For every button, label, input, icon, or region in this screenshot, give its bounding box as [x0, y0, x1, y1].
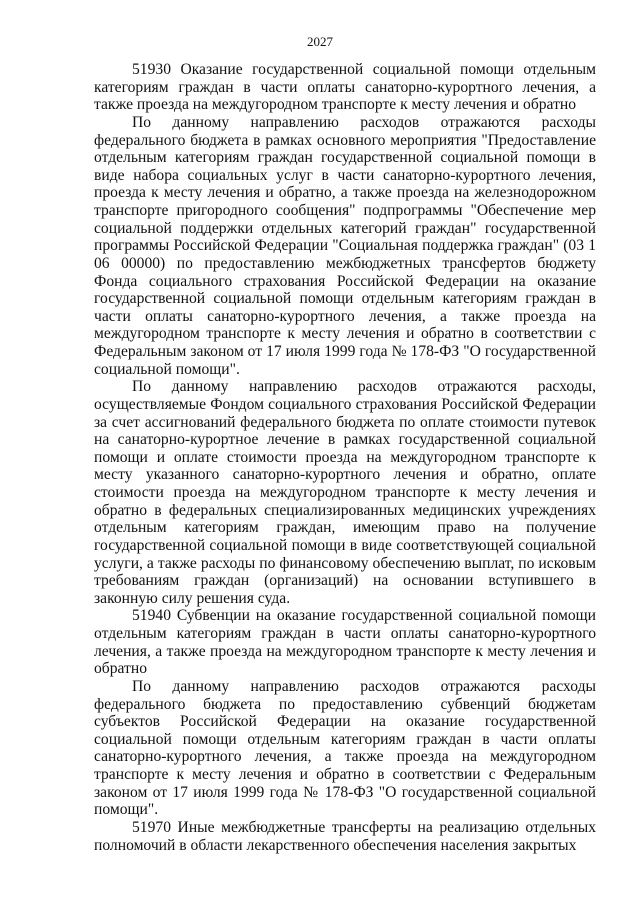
paragraph-51940-heading: 51940 Субвенции на оказание государственной социальной помощи отдельным категориям граждан в части оплаты санаторно-курортного лечения, а также проезда на междугородном транспорте к месту лечения и обратно: [94, 607, 596, 678]
document-body: [94, 61, 596, 854]
paragraph-51930-fss-expenses: По данному направлению расходов отражаются расходы, осуществляемые Фондом социального страхования Российской Федерации за счет ассигнований федерального бюджета по оплате стоимости путевок на санаторно-курортное лечение в рамках государственной социальной помощи и оплате стоимости проезда на междугородном транспорте к месту указанного санаторно-курортного лечения и обратно, оплате стоимости проезда на междугородном транспорте к месту лечения и обратно в федеральных специализированных медицинских учреждениях отдельным категориям граждан, имеющим право на получение государственной социальной помощи в виде соответствующей социальной услуги, а также расходы по финансовому обеспечению выплат, по исковым требованиям граждан (организаций) на основании вступившего в законную силу решения суда.: [94, 378, 596, 607]
paragraph-51930-heading: 51930 Оказание государственной социальной помощи отдельным категориям граждан в части оплаты санаторно-курортного лечения, а также проезда на междугородном транспорте к месту лечения и обратно: [94, 61, 596, 114]
page-number: 2027: [307, 34, 333, 49]
paragraph-51970-heading: 51970 Иные межбюджетные трансферты на реализацию отдельных полномочий в области лекарственного обеспечения населения закрытых: [94, 818, 596, 854]
paragraph-51930-description: По данному направлению расходов отражаются расходы федерального бюджета в рамках основного мероприятия "Предоставление отдельным категориям граждан государственной социальной помощи в виде набора социальных услуг в части санаторно-курортного лечения, проезда к месту лечения и обратно, а также проезда на железнодорожном транспорте пригородного сообщения" подпрограммы "Обеспечение мер социальной поддержки отдельных категорий граждан" государственной программы Российской Федерации "Социальная поддержка граждан" (03 1 06 00000) по предоставлению межбюджетных трансфертов бюджету Фонда социального страхования Российской Федерации на оказание государственной социальной помощи отдельным категориям граждан в части оплаты санаторно-курортного лечения, а также проезда на междугородном транспорте к месту лечения и обратно в соответствии с Федеральным законом от 17 июля 1999 года № 178-ФЗ "О государственной социальной помощи".: [94, 113, 596, 378]
paragraph-51940-description: По данному направлению расходов отражаются расходы федерального бюджета по предоставлению субвенций бюджетам субъектов Российской Федерации на оказание государственной социальной помощи отдельным категориям граждан в части оплаты санаторно-курортного лечения, а также проезда на междугородном транспорте к месту лечения и обратно в соответствии с Федеральным законом от 17 июля 1999 года № 178-ФЗ "О государственной социальной помощи".: [94, 677, 596, 819]
